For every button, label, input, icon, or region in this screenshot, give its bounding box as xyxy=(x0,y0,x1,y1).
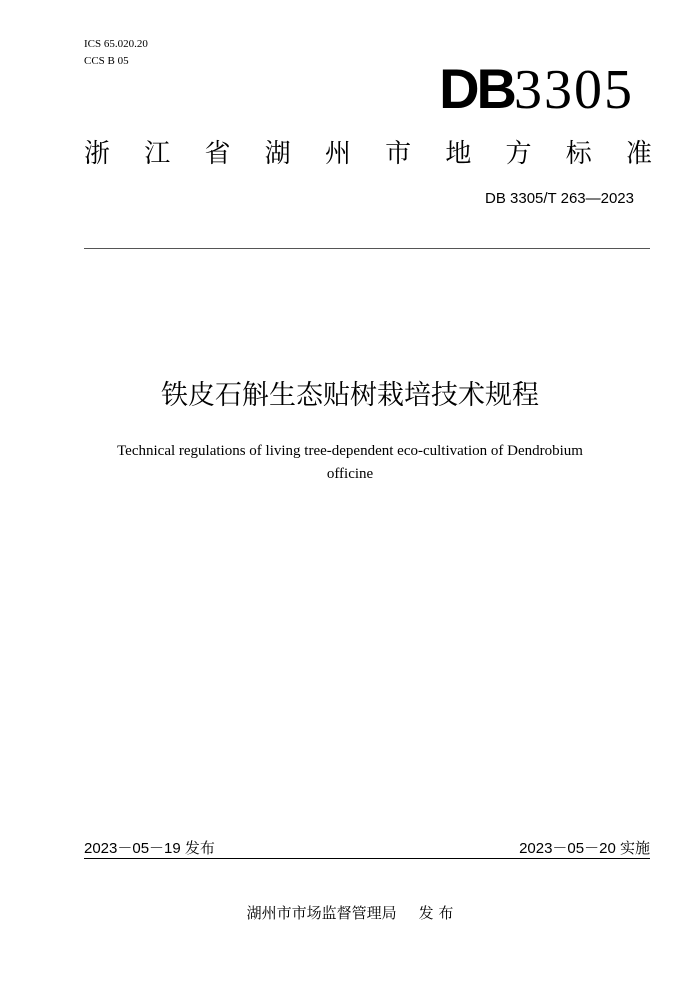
db-logo xyxy=(439,58,634,121)
footer-divider xyxy=(84,858,650,859)
standard-type-char: 湖 xyxy=(264,139,291,169)
standard-type-char: 州 xyxy=(324,139,351,169)
publisher-action: 发 布 xyxy=(418,904,454,922)
standard-type-char: 市 xyxy=(385,139,412,169)
issue-label: 发布 xyxy=(184,839,215,857)
english-title-line: Technical regulations of living tree-dependent eco-cultivation of Dendrobium xyxy=(117,443,583,459)
standard-type-char: 地 xyxy=(445,139,472,169)
standard-type-char: 准 xyxy=(625,139,652,169)
implementation-date xyxy=(519,838,650,859)
standard-type-title xyxy=(84,138,652,170)
standard-type-char: 浙 xyxy=(84,139,111,169)
document-title-chinese: 铁皮石斛生态贴树栽培技术规程 xyxy=(161,380,539,411)
standard-type-char: 省 xyxy=(204,139,231,169)
standard-type-char: 标 xyxy=(565,139,592,169)
standard-type-char: 江 xyxy=(144,139,171,169)
db-logo-number: 3305 xyxy=(514,59,634,121)
standard-type-char: 方 xyxy=(505,139,532,169)
header-divider xyxy=(84,248,650,249)
implementation-date-value: 2023－05－20 xyxy=(519,840,616,857)
publisher-name: 湖州市市场监督管理局 xyxy=(246,904,397,922)
ccs-code: CCS B 05 xyxy=(84,55,129,67)
issue-date xyxy=(84,838,215,859)
document-title-english xyxy=(90,440,610,486)
implementation-label: 实施 xyxy=(619,839,650,857)
english-title-line: officine xyxy=(326,466,374,482)
publisher xyxy=(0,902,700,924)
db-logo-letters: DB xyxy=(439,57,514,120)
issue-date-value: 2023－05－19 xyxy=(84,840,181,857)
standard-code: DB 3305/T 263—2023 xyxy=(485,190,634,207)
ics-code: ICS 65.020.20 xyxy=(84,38,148,50)
